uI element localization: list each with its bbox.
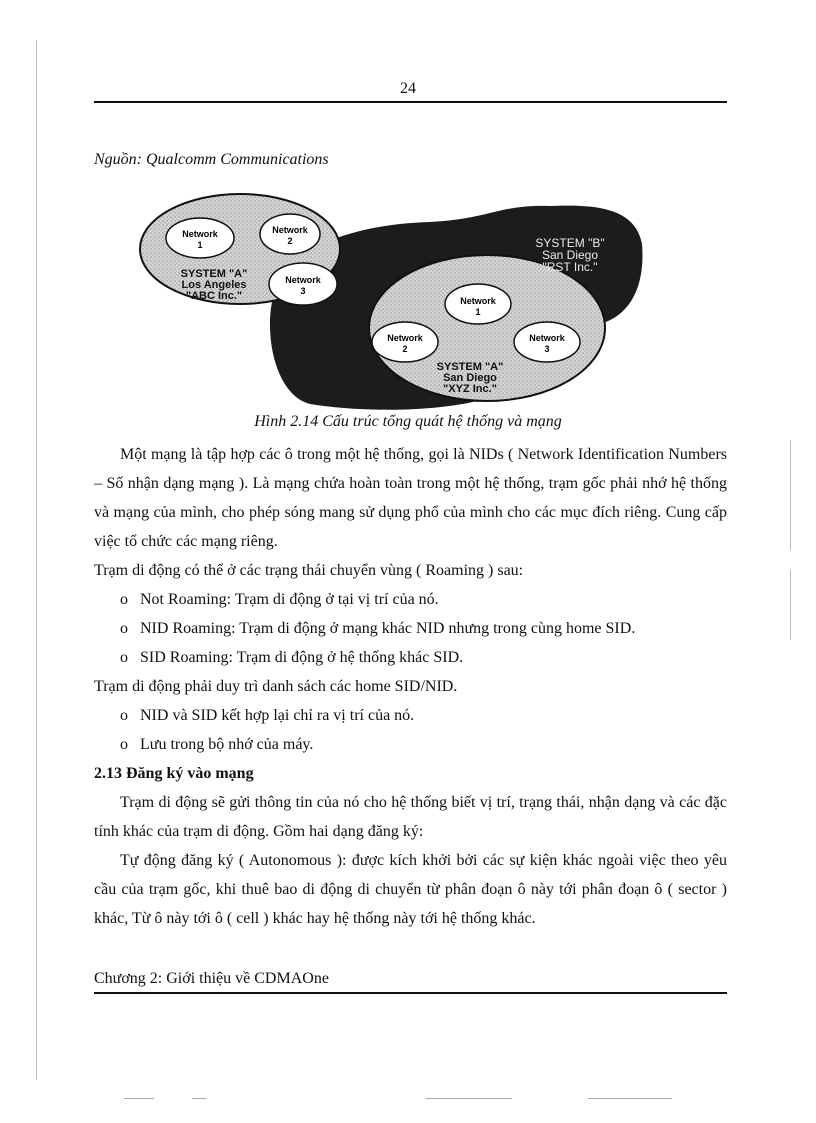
paragraph-roaming-intro: Trạm di động có thể ở các trạng thái chuyển vùng ( Roaming ) sau: [94, 562, 524, 579]
paragraph-home-list: Trạm di động phải duy trì danh sách các home SID/NID. [94, 678, 458, 695]
svg-text:Network: Network [460, 296, 496, 306]
bullet-mark: o [120, 736, 128, 753]
scan-margin-line [790, 570, 791, 640]
bullet-mark: o [120, 591, 128, 608]
bullet-mark: o [120, 620, 128, 637]
svg-text:Network: Network [529, 333, 565, 343]
svg-text:"XYZ Inc.": "XYZ Inc." [443, 383, 497, 395]
svg-text:Network: Network [285, 275, 321, 285]
svg-text:Network: Network [272, 225, 308, 235]
svg-text:Los Angeles: Los Angeles [181, 279, 247, 291]
system-a-sd-label [437, 361, 504, 395]
section-heading: 2.13 Đăng ký vào mạng [94, 765, 254, 782]
network-la-1 [166, 218, 234, 258]
page-number: 24 [400, 80, 416, 97]
svg-text:2: 2 [287, 236, 293, 246]
svg-text:3: 3 [544, 344, 550, 354]
svg-text:"ABC Inc.": "ABC Inc." [185, 290, 243, 302]
system-b-label [535, 236, 604, 274]
svg-text:SYSTEM "B": SYSTEM "B" [535, 236, 605, 250]
scan-mark [192, 1098, 206, 1099]
scan-mark [588, 1098, 672, 1099]
network-la-2 [260, 214, 320, 254]
system-a-la-label [181, 268, 248, 302]
figure-caption: Hình 2.14 Cấu trúc tổng quát hệ thống và mạng [254, 413, 562, 430]
paragraph-networks: Một mạng là tập hợp các ô trong một hệ thống, gọi là NIDs ( Network Identification Numbers – Số nhận dạng mạng ). Là mạng chứa hoàn toàn trong một hệ thống, trạm gốc phải nhớ hệ thống và mạng của mình, cho phép sóng mang sử dụng phổ của mình cho các mục đích riêng. Cung cấp việc tổ chức các mạng riêng. [94, 446, 727, 550]
system-network-diagram [130, 184, 650, 414]
paragraph-registration: Trạm di động sẽ gửi thông tin của nó cho hệ thống biết vị trí, trạng thái, nhận dạng và các đặc tính khác của trạm di động. Gồm hai dạng đăng ký: [94, 794, 727, 840]
svg-text:SYSTEM "A": SYSTEM "A" [180, 268, 248, 280]
scan-mark [124, 1098, 154, 1099]
network-sd-3 [514, 322, 580, 362]
svg-text:3: 3 [300, 286, 306, 296]
network-la-3 [269, 263, 337, 305]
bullet-item: o NID và SID kết hợp lại chỉ ra vị trí của nó. [94, 701, 727, 730]
scan-margin-line [36, 40, 37, 1080]
bullet-mark: o [120, 707, 128, 724]
svg-text:Network: Network [182, 229, 218, 239]
scan-mark [426, 1098, 512, 1099]
paragraph-autonomous: Tự động đăng ký ( Autonomous ): được kích khởi bởi các sự kiện khác ngoài việc theo yêu cầu của trạm gốc, khi thuê bao di động di chuyển từ phân đoạn ô này tới phân đoạn ô ( sector ) khác, Từ ô này tới ô ( cell ) khác hay hệ thống này tới hệ thống khác. [94, 852, 727, 927]
network-sd-2 [372, 322, 438, 362]
body-text [94, 440, 727, 933]
svg-text:"RST Inc.": "RST Inc." [542, 260, 598, 274]
bullet-item: o Lưu trong bộ nhớ của máy. [94, 730, 727, 759]
bullet-item: o NID Roaming: Trạm di động ở mạng khác NID nhưng trong cùng home SID. [94, 614, 727, 643]
bullet-item: o Not Roaming: Trạm di động ở tại vị trí của nó. [94, 585, 727, 614]
source-line: Nguồn: Qualcomm Communications [94, 151, 329, 168]
bullet-mark: o [120, 649, 128, 666]
footer-chapter: Chương 2: Giới thiệu về CDMAOne [94, 970, 329, 987]
network-sd-1 [445, 284, 511, 324]
svg-text:1: 1 [475, 307, 481, 317]
svg-text:San Diego: San Diego [443, 372, 497, 384]
svg-text:San Diego: San Diego [541, 248, 599, 262]
svg-text:Network: Network [387, 333, 423, 343]
svg-text:2: 2 [402, 344, 408, 354]
svg-text:SYSTEM "A": SYSTEM "A" [436, 361, 504, 373]
scan-margin-line [790, 440, 791, 550]
svg-text:1: 1 [197, 240, 203, 250]
footer-rule [94, 992, 727, 994]
header-rule [94, 101, 727, 103]
bullet-item: o SID Roaming: Trạm di động ở hệ thống khác SID. [94, 643, 727, 672]
